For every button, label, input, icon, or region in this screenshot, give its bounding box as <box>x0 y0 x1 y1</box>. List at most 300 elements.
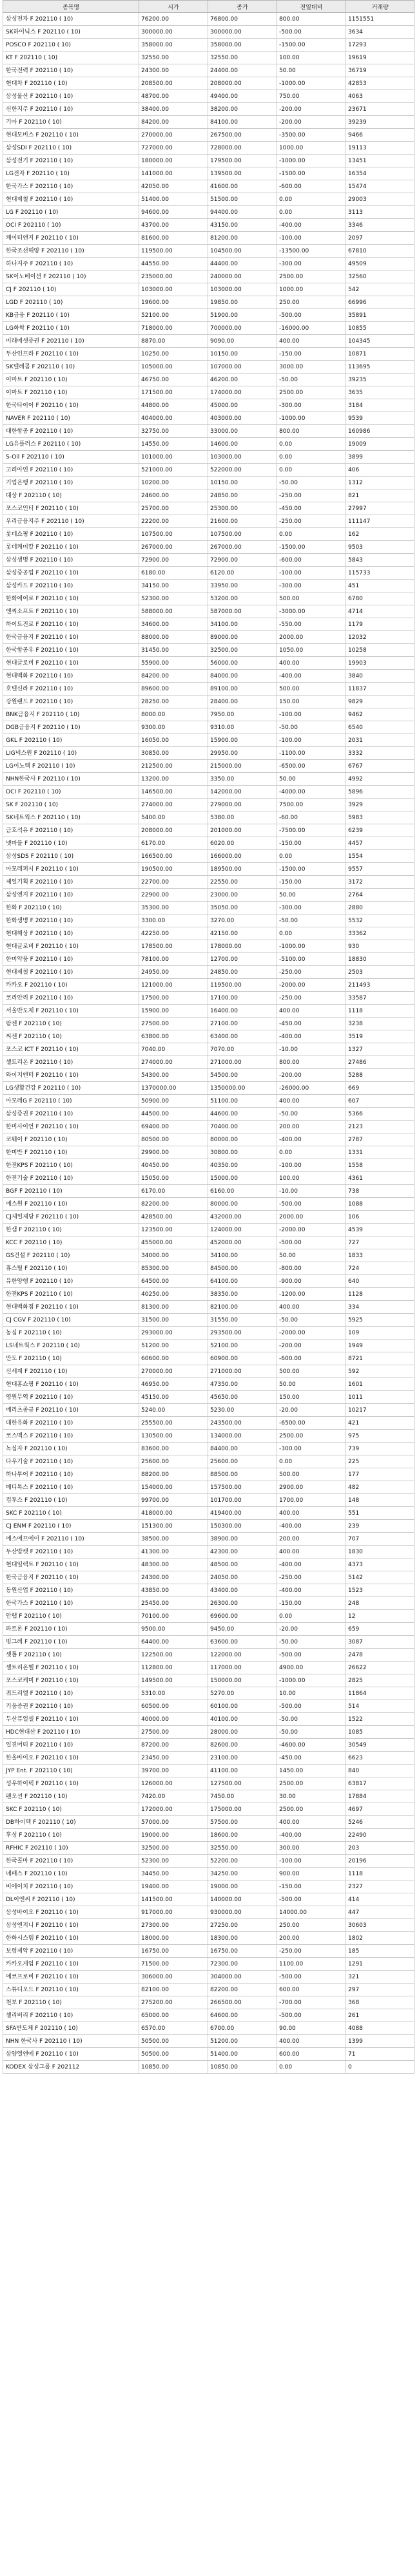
table-row <box>3 580 414 592</box>
table-row <box>3 721 414 734</box>
cell-name: SKC F 202110 ( 10) <box>3 1803 139 1816</box>
table-row <box>3 1558 414 1571</box>
cell-name: 케이티앤지 F 202110 ( 10) <box>3 232 139 245</box>
cell-volume: 17884 <box>346 1790 414 1803</box>
cell-change: -50.00 <box>277 914 346 927</box>
cell-volume: 1331 <box>346 1146 414 1159</box>
cell-close: 21600.00 <box>208 515 277 528</box>
cell-change: -600.00 <box>277 180 346 193</box>
cell-close: 26300.00 <box>208 1597 277 1610</box>
cell-close: 30800.00 <box>208 1146 277 1159</box>
table-row <box>3 1996 414 2009</box>
cell-close: 930000.00 <box>208 1906 277 1919</box>
cell-volume: 39239 <box>346 116 414 129</box>
cell-open: 15050.00 <box>139 1172 208 1185</box>
cell-change: 750.00 <box>277 90 346 103</box>
cell-name: 기아 F 202110 ( 10) <box>3 116 139 129</box>
cell-change: 2500.00 <box>277 1777 346 1790</box>
cell-name: 와이지엔터 F 202110 ( 10) <box>3 1069 139 1082</box>
cell-close: 33000.00 <box>208 425 277 438</box>
cell-close: 10150.00 <box>208 477 277 489</box>
cell-open: 5400.00 <box>139 811 208 824</box>
table-row <box>3 2035 414 2048</box>
cell-name: 펜오션 F 202110 ( 10) <box>3 1790 139 1803</box>
cell-volume: 211493 <box>346 979 414 992</box>
cell-name: KCC F 202110 ( 10) <box>3 1236 139 1249</box>
cell-close: 60900.00 <box>208 1352 277 1365</box>
cell-volume: 4714 <box>346 605 414 618</box>
table-row <box>3 1713 414 1726</box>
cell-volume: 3238 <box>346 1018 414 1030</box>
cell-open: 48700.00 <box>139 90 208 103</box>
cell-name: 대한유화 F 202110 ( 10) <box>3 1417 139 1430</box>
cell-open: 29900.00 <box>139 1146 208 1159</box>
cell-change: -250.00 <box>277 489 346 502</box>
cell-name: 엔씨소프트 F 202110 ( 10) <box>3 605 139 618</box>
cell-name: 메리츠종금 F 202110 ( 10) <box>3 1404 139 1417</box>
table-row <box>3 219 414 232</box>
cell-open: 7040.00 <box>139 1043 208 1056</box>
table-row <box>3 322 414 335</box>
cell-volume: 2327 <box>346 1880 414 1893</box>
cell-volume: 33362 <box>346 927 414 940</box>
cell-open: 727000.00 <box>139 142 208 155</box>
cell-name: BGF F 202110 ( 10) <box>3 1185 139 1198</box>
cell-volume: 421 <box>346 1417 414 1430</box>
table-row <box>3 914 414 927</box>
table-row <box>3 1880 414 1893</box>
table-row <box>3 1984 414 1996</box>
table-row <box>3 489 414 502</box>
cell-change: -1000.00 <box>277 412 346 425</box>
table-row <box>3 52 414 64</box>
cell-volume: 39235 <box>346 374 414 386</box>
table-row <box>3 142 414 155</box>
cell-open: 267000.00 <box>139 541 208 554</box>
cell-close: 34250.00 <box>208 1868 277 1880</box>
cell-open: 19000.00 <box>139 1829 208 1842</box>
cell-volume: 5142 <box>346 1571 414 1584</box>
cell-name: 한화 F 202110 ( 10) <box>3 902 139 914</box>
cell-name: 카카오 F 202110 ( 10) <box>3 979 139 992</box>
table-row <box>3 683 414 696</box>
cell-open: 428500.00 <box>139 1211 208 1224</box>
cell-volume: 2478 <box>346 1649 414 1662</box>
cell-change: -150.00 <box>277 837 346 850</box>
cell-open: 190500.00 <box>139 863 208 876</box>
cell-change: -7500.00 <box>277 824 346 837</box>
cell-close: 119500.00 <box>208 979 277 992</box>
cell-change: -150.00 <box>277 876 346 889</box>
cell-open: 255500.00 <box>139 1417 208 1430</box>
cell-close: 41600.00 <box>208 180 277 193</box>
cell-close: 88500.00 <box>208 1468 277 1481</box>
table-row <box>3 1030 414 1043</box>
table-row <box>3 567 414 580</box>
cell-change: -50.00 <box>277 721 346 734</box>
table-row <box>3 1958 414 1971</box>
cell-open: 55900.00 <box>139 657 208 670</box>
cell-close: 46200.00 <box>208 374 277 386</box>
cell-change: 150.00 <box>277 1391 346 1404</box>
cell-change: -250.00 <box>277 1571 346 1584</box>
cell-change: 0.00 <box>277 438 346 451</box>
cell-volume: 321 <box>346 1971 414 1984</box>
cell-change: -500.00 <box>277 26 346 39</box>
cell-change: 500.00 <box>277 1468 346 1481</box>
table-row <box>3 1674 414 1687</box>
cell-name: 파트론 F 202110 ( 10) <box>3 1623 139 1636</box>
cell-change: -100.00 <box>277 1159 346 1172</box>
cell-volume: 26622 <box>346 1662 414 1674</box>
cell-change: 50.00 <box>277 1249 346 1262</box>
cell-name: SK F 202110 ( 10) <box>3 799 139 811</box>
cell-open: 154000.00 <box>139 1481 208 1494</box>
cell-volume: 148 <box>346 1494 414 1507</box>
cell-name: 보령제약 F 202110 ( 10) <box>3 1945 139 1958</box>
table-row <box>3 786 414 799</box>
cell-close: 3270.00 <box>208 914 277 927</box>
cell-change: 500.00 <box>277 683 346 696</box>
table-row <box>3 1533 414 1546</box>
cell-volume: 930 <box>346 940 414 953</box>
cell-close: 15900.00 <box>208 734 277 747</box>
cell-name: NHN한국사 F 202110 ( 10) <box>3 773 139 786</box>
cell-volume: 49509 <box>346 258 414 270</box>
cell-close: 89000.00 <box>208 631 277 644</box>
cell-close: 358000.00 <box>208 39 277 52</box>
table-row <box>3 1893 414 1906</box>
cell-volume: 1327 <box>346 1043 414 1056</box>
cell-volume: 104345 <box>346 335 414 348</box>
cell-change: -100.00 <box>277 232 346 245</box>
cell-close: 150000.00 <box>208 1674 277 1687</box>
cell-volume: 1523 <box>346 1584 414 1597</box>
cell-name: 컴투스 F 202110 ( 10) <box>3 1494 139 1507</box>
cell-change: -500.00 <box>277 309 346 322</box>
cell-open: 69400.00 <box>139 1121 208 1133</box>
cell-close: 70400.00 <box>208 1121 277 1133</box>
cell-name: 아모레퍼시 F 202110 ( 10) <box>3 863 139 876</box>
cell-volume: 10217 <box>346 1404 414 1417</box>
cell-change: -600.00 <box>277 1352 346 1365</box>
cell-name: LG F 202110 ( 10) <box>3 206 139 219</box>
cell-volume: 2503 <box>346 966 414 979</box>
cell-close: 101700.00 <box>208 1494 277 1507</box>
cell-name: 영원무역 F 202110 ( 10) <box>3 1391 139 1404</box>
table-row <box>3 1765 414 1777</box>
cell-volume: 248 <box>346 1597 414 1610</box>
cell-name: 삼성SDS F 202110 ( 10) <box>3 850 139 863</box>
cell-change: -3000.00 <box>277 605 346 618</box>
cell-change: -4000.00 <box>277 786 346 799</box>
table-row <box>3 232 414 245</box>
table-row <box>3 1018 414 1030</box>
cell-change: 100.00 <box>277 52 346 64</box>
table-row <box>3 1301 414 1314</box>
cell-open: 917000.00 <box>139 1906 208 1919</box>
cell-close: 104500.00 <box>208 245 277 258</box>
table-row <box>3 399 414 412</box>
cell-name: 기업은행 F 202110 ( 10) <box>3 477 139 489</box>
cell-close: 52100.00 <box>208 1340 277 1352</box>
cell-name: SK하이닉스 F 202110 ( 10) <box>3 26 139 39</box>
cell-name: 포스코케미 F 202110 ( 10) <box>3 1674 139 1687</box>
cell-open: 521000.00 <box>139 464 208 477</box>
table-row <box>3 1777 414 1790</box>
cell-open: 52100.00 <box>139 309 208 322</box>
cell-volume: 592 <box>346 1365 414 1378</box>
cell-name: OCI F 202110 ( 10) <box>3 219 139 232</box>
cell-change: -1200.00 <box>277 1288 346 1301</box>
cell-change: -2000.00 <box>277 1327 346 1340</box>
cell-open: 35300.00 <box>139 902 208 914</box>
cell-change: 4900.00 <box>277 1662 346 1674</box>
cell-close: 5270.00 <box>208 1687 277 1700</box>
table-row <box>3 1365 414 1378</box>
cell-close: 69600.00 <box>208 1610 277 1623</box>
cell-close: 728000.00 <box>208 142 277 155</box>
table-row <box>3 824 414 837</box>
cell-open: 31450.00 <box>139 644 208 657</box>
cell-change: -50.00 <box>277 1636 346 1649</box>
cell-open: 171500.00 <box>139 386 208 399</box>
cell-change: -100.00 <box>277 567 346 580</box>
cell-close: 9450.00 <box>208 1623 277 1636</box>
table-row <box>3 1700 414 1713</box>
cell-name: 현대제철 F 202110 ( 10) <box>3 193 139 206</box>
cell-volume: 30549 <box>346 1739 414 1752</box>
cell-name: 한전KPS F 202110 ( 10) <box>3 1159 139 1172</box>
cell-open: 51400.00 <box>139 193 208 206</box>
cell-close: 38900.00 <box>208 1533 277 1546</box>
cell-close: 40100.00 <box>208 1713 277 1726</box>
table-row <box>3 1185 414 1198</box>
cell-close: 1350000.00 <box>208 1082 277 1095</box>
cell-name: 미래에셋증권 F 202110 ( 10) <box>3 335 139 348</box>
cell-open: 45150.00 <box>139 1391 208 1404</box>
cell-name: 하이트진로 F 202110 ( 10) <box>3 618 139 631</box>
cell-close: 28400.00 <box>208 696 277 708</box>
cell-open: 22900.00 <box>139 889 208 902</box>
table-row <box>3 1546 414 1558</box>
cell-open: 50900.00 <box>139 1095 208 1108</box>
cell-close: 27250.00 <box>208 1919 277 1932</box>
cell-close: 19000.00 <box>208 1880 277 1893</box>
table-row <box>3 374 414 386</box>
cell-name: SFA반도체 F 202110 ( 10) <box>3 2022 139 2035</box>
cell-volume: 67810 <box>346 245 414 258</box>
cell-open: 27500.00 <box>139 1726 208 1739</box>
cell-close: 6020.00 <box>208 837 277 850</box>
cell-close: 266500.00 <box>208 1996 277 2009</box>
cell-volume: 35891 <box>346 309 414 322</box>
cell-name: 우리금융지주 F 202110 ( 10) <box>3 515 139 528</box>
cell-open: 24950.00 <box>139 966 208 979</box>
table-row <box>3 1752 414 1765</box>
cell-name: POSCO F 202110 ( 10) <box>3 39 139 52</box>
cell-change: 400.00 <box>277 657 346 670</box>
cell-close: 9310.00 <box>208 721 277 734</box>
cell-close: 34100.00 <box>208 1249 277 1262</box>
cell-open: 141500.00 <box>139 1893 208 1906</box>
cell-change: -800.00 <box>277 1262 346 1275</box>
cell-name: 한샘 F 202110 ( 10) <box>3 1224 139 1236</box>
cell-volume: 239 <box>346 1520 414 1533</box>
table-row <box>3 180 414 193</box>
cell-close: 700000.00 <box>208 322 277 335</box>
cell-volume: 542 <box>346 283 414 296</box>
cell-volume: 2031 <box>346 734 414 747</box>
cell-change: 2500.00 <box>277 270 346 283</box>
cell-open: 9500.00 <box>139 1623 208 1636</box>
cell-change: 400.00 <box>277 1005 346 1018</box>
cell-name: LG이노텍 F 202110 ( 10) <box>3 760 139 773</box>
cell-change: 400.00 <box>277 335 346 348</box>
cell-open: 57000.00 <box>139 1816 208 1829</box>
cell-open: 105000.00 <box>139 361 208 374</box>
table-row <box>3 1739 414 1752</box>
table-row <box>3 2061 414 2074</box>
cell-volume: 738 <box>346 1185 414 1198</box>
cell-volume: 11837 <box>346 683 414 696</box>
cell-close: 42150.00 <box>208 927 277 940</box>
cell-open: 44500.00 <box>139 1108 208 1121</box>
cell-volume: 2880 <box>346 902 414 914</box>
cell-close: 243500.00 <box>208 1417 277 1430</box>
cell-open: 39700.00 <box>139 1765 208 1777</box>
cell-close: 432000.00 <box>208 1211 277 1224</box>
cell-name: 삼성카드 F 202110 ( 10) <box>3 580 139 592</box>
cell-open: 28250.00 <box>139 696 208 708</box>
cell-open: 23450.00 <box>139 1752 208 1765</box>
cell-open: 122500.00 <box>139 1649 208 1662</box>
cell-open: 275200.00 <box>139 1996 208 2009</box>
cell-open: 52300.00 <box>139 592 208 605</box>
cell-close: 23100.00 <box>208 1752 277 1765</box>
cell-change: 0.00 <box>277 1455 346 1468</box>
cell-name: 동원산업 F 202110 ( 10) <box>3 1584 139 1597</box>
cell-open: 54300.00 <box>139 1069 208 1082</box>
cell-change: -1000.00 <box>277 155 346 167</box>
cell-change: -400.00 <box>277 1030 346 1043</box>
cell-volume: 3899 <box>346 451 414 464</box>
cell-change: -500.00 <box>277 2009 346 2022</box>
cell-name: 삼성엔지니 F 202110 ( 10) <box>3 1919 139 1932</box>
cell-open: 22200.00 <box>139 515 208 528</box>
cell-volume: 1949 <box>346 1340 414 1352</box>
cell-open: 71500.00 <box>139 1958 208 1971</box>
cell-close: 452000.00 <box>208 1236 277 1249</box>
cell-name: 현대모비스 F 202110 ( 10) <box>3 129 139 142</box>
cell-volume: 42853 <box>346 77 414 90</box>
table-row <box>3 747 414 760</box>
table-row <box>3 1288 414 1301</box>
table-row <box>3 1494 414 1507</box>
cell-volume: 3519 <box>346 1030 414 1043</box>
cell-volume: 23671 <box>346 103 414 116</box>
table-row <box>3 1932 414 1945</box>
table-row <box>3 1211 414 1224</box>
table-row <box>3 1236 414 1249</box>
cell-open: 42050.00 <box>139 180 208 193</box>
cell-name: SK텔레콤 F 202110 ( 10) <box>3 361 139 374</box>
cell-close: 140000.00 <box>208 1893 277 1906</box>
cell-change: 50.00 <box>277 1378 346 1391</box>
table-row <box>3 811 414 824</box>
cell-change: -1000.00 <box>277 1674 346 1687</box>
cell-volume: 71 <box>346 2048 414 2061</box>
cell-open: 13200.00 <box>139 773 208 786</box>
cell-change: 250.00 <box>277 1919 346 1932</box>
cell-open: 130500.00 <box>139 1430 208 1443</box>
cell-name: 삼성엔지 F 202110 ( 10) <box>3 889 139 902</box>
cell-open: 10250.00 <box>139 348 208 361</box>
cell-volume: 739 <box>346 1443 414 1455</box>
cell-name: LGD F 202110 ( 10) <box>3 296 139 309</box>
table-row <box>3 670 414 683</box>
cell-close: 157500.00 <box>208 1481 277 1494</box>
cell-volume: 0 <box>346 2061 414 2074</box>
cell-volume: 225 <box>346 1455 414 1468</box>
table-row <box>3 631 414 644</box>
cell-close: 304000.00 <box>208 1971 277 1984</box>
cell-volume: 1833 <box>346 1249 414 1262</box>
table-row <box>3 477 414 489</box>
cell-volume: 3929 <box>346 799 414 811</box>
cell-volume: 669 <box>346 1082 414 1095</box>
cell-close: 522000.00 <box>208 464 277 477</box>
col-header-close: 종가 <box>208 1 277 13</box>
table-row <box>3 528 414 541</box>
cell-open: 40250.00 <box>139 1288 208 1301</box>
table-row <box>3 940 414 953</box>
cell-change: -4600.00 <box>277 1739 346 1752</box>
table-row <box>3 1829 414 1842</box>
cell-close: 10850.00 <box>208 2061 277 2074</box>
cell-open: 418000.00 <box>139 1507 208 1520</box>
cell-change: -1100.00 <box>277 747 346 760</box>
cell-close: 43400.00 <box>208 1584 277 1597</box>
cell-change: 500.00 <box>277 592 346 605</box>
cell-name: 하나지주 F 202110 ( 10) <box>3 258 139 270</box>
cell-open: 51200.00 <box>139 1340 208 1352</box>
table-row <box>3 155 414 167</box>
cell-open: 101000.00 <box>139 451 208 464</box>
cell-volume: 3113 <box>346 206 414 219</box>
table-row <box>3 1262 414 1275</box>
table-row <box>3 1455 414 1468</box>
cell-volume: 724 <box>346 1262 414 1275</box>
cell-volume: 3635 <box>346 386 414 399</box>
cell-close: 48500.00 <box>208 1558 277 1571</box>
cell-open: 38500.00 <box>139 1533 208 1546</box>
cell-volume: 27486 <box>346 1056 414 1069</box>
col-header-open: 시가 <box>139 1 208 13</box>
cell-change: 0.00 <box>277 451 346 464</box>
cell-change: -300.00 <box>277 1443 346 1455</box>
table-row <box>3 2022 414 2035</box>
table-row <box>3 541 414 554</box>
cell-open: 34450.00 <box>139 1868 208 1880</box>
cell-volume: 63817 <box>346 1777 414 1790</box>
cell-volume: 1088 <box>346 1198 414 1211</box>
cell-change: -500.00 <box>277 1236 346 1249</box>
cell-volume: 16354 <box>346 167 414 180</box>
cell-open: 99700.00 <box>139 1494 208 1507</box>
cell-name: CJ F 202110 ( 10) <box>3 283 139 296</box>
cell-name: 삼성물산 F 202110 ( 10) <box>3 90 139 103</box>
